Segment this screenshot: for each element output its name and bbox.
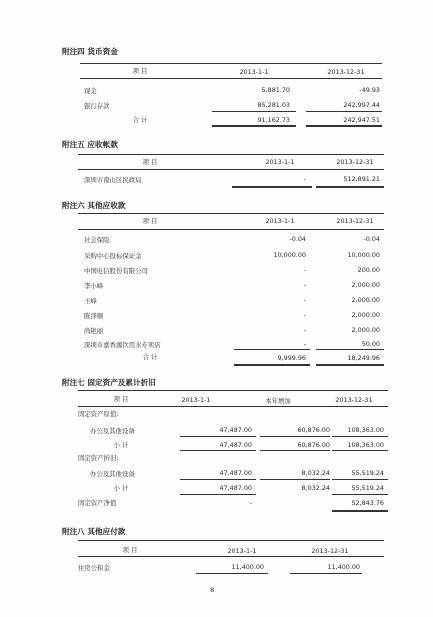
total-cell: 91,162.73: [257, 116, 290, 124]
note5-header-item: 项 目: [142, 158, 158, 166]
table-cell: -0.04: [363, 235, 380, 243]
net-value-label: 固定资产净值: [78, 499, 117, 507]
table-row-label: 采购中心投标保证金: [84, 252, 142, 260]
table-row-label: 办公及其他设备: [90, 427, 135, 435]
table-cell: 5,881.70: [261, 86, 290, 94]
note7-header-add: 本年增加: [265, 397, 291, 405]
subtotal-label: 小 计: [113, 441, 129, 449]
note7-header-item: 项 目: [113, 395, 129, 403]
table-row-label: 尚艳丽: [84, 327, 104, 335]
total-label: 合 计: [142, 353, 158, 361]
table-row-label: 深圳市南山区民政局: [84, 176, 142, 184]
depreciation-label: 固定资产折旧:: [78, 454, 119, 462]
note7-header-start: 2013-1-1: [181, 396, 211, 404]
total-cell: 9,999.96: [277, 354, 306, 362]
note4-header-end: 2013-12-31: [327, 68, 365, 76]
subtotal-label: 小 计: [113, 484, 129, 492]
table-cell: -: [303, 296, 306, 304]
subtotal-cell: 47,487.00: [219, 484, 252, 492]
table-row-label: 陈泽顺: [84, 312, 104, 320]
total-cell: 242,947.51: [343, 116, 380, 124]
subtotal-cell: 108,363.00: [347, 441, 384, 449]
table-cell: 2,000.00: [351, 281, 380, 289]
table-cell: -: [303, 311, 306, 319]
note8-header-item: 项 目: [122, 546, 138, 554]
table-row-label: 住房公积金: [78, 564, 110, 572]
table-cell: 10,000.00: [347, 251, 380, 259]
subtotal-cell: 8,032.24: [301, 484, 330, 492]
table-cell: 512,891.21: [343, 175, 380, 183]
table-cell: 200.00: [357, 266, 380, 274]
orig-value-label: 固定资产原值:: [78, 410, 119, 418]
note6-title: 附注六 其他应收款: [62, 201, 126, 210]
note4-header-start: 2013-1-1: [239, 68, 269, 76]
table-row-label: 银行存款: [84, 102, 110, 110]
table-cell: 55,519.24: [351, 469, 384, 477]
total-cell: 18,249.96: [347, 354, 380, 362]
table-cell: 11,400.00: [231, 563, 264, 571]
table-cell: -: [303, 175, 306, 183]
note5-header-start: 2013-1-1: [265, 158, 295, 166]
table-cell: -: [303, 281, 306, 289]
note8-title: 附注八 其他应付款: [62, 527, 126, 536]
table-cell: 11,400.00: [327, 563, 360, 571]
note7-title: 附注七 固定资产及累计折旧: [62, 378, 156, 387]
note8-header-start: 2013-1-1: [227, 547, 257, 555]
table-cell: 242,997.44: [343, 101, 380, 109]
table-cell: -: [249, 499, 252, 507]
note5-header-end: 2013-12-31: [336, 158, 374, 166]
note4-title: 附注四 货币资金: [62, 47, 118, 56]
table-cell: 52,843.76: [351, 499, 384, 507]
table-cell: 85,281.03: [257, 101, 290, 109]
note5-title: 附注五 应收帐款: [62, 140, 118, 149]
table-cell: -49.93: [359, 86, 380, 94]
note8-header-end: 2013-12-31: [311, 547, 349, 555]
note6-header-item: 项 目: [142, 217, 158, 225]
table-row-label: 深圳市嘉香源饮用水专卖店: [84, 341, 161, 349]
table-cell: 60,876.00: [297, 426, 330, 434]
table-cell: 2,000.00: [351, 296, 380, 304]
table-cell: 2,000.00: [351, 326, 380, 334]
table-cell: 50.00: [361, 340, 380, 348]
table-row-label: 李小峰: [84, 282, 104, 290]
table-cell: 47,487.00: [219, 426, 252, 434]
table-cell: 10,000.00: [273, 251, 306, 259]
table-cell: 2,000.00: [351, 311, 380, 319]
note4-header-item: 项 目: [132, 67, 148, 75]
table-cell: -: [303, 266, 306, 274]
note7-header-end: 2013-12-31: [335, 396, 373, 404]
table-row-label: 王峰: [84, 297, 97, 305]
page-number: 8: [210, 586, 215, 594]
table-cell: 47,487.00: [219, 469, 252, 477]
table-cell: -: [303, 340, 306, 348]
subtotal-cell: 55,519.24: [351, 484, 384, 492]
table-row-label: 社会保险: [84, 236, 110, 244]
total-label: 合 计: [132, 116, 148, 124]
note6-header-end: 2013-12-31: [336, 217, 374, 225]
table-cell: -0.04: [289, 235, 306, 243]
subtotal-cell: 60,876.00: [297, 441, 330, 449]
table-cell: -: [303, 326, 306, 334]
table-row-label: 现金: [84, 87, 97, 95]
table-row-label: 办公及其他设备: [90, 470, 135, 478]
table-cell: 8,032.24: [301, 469, 330, 477]
table-row-label: 中国电信股份有限公司: [84, 267, 148, 275]
subtotal-cell: 47,487.00: [219, 441, 252, 449]
table-cell: 108,363.00: [347, 426, 384, 434]
note6-header-start: 2013-1-1: [265, 217, 295, 225]
